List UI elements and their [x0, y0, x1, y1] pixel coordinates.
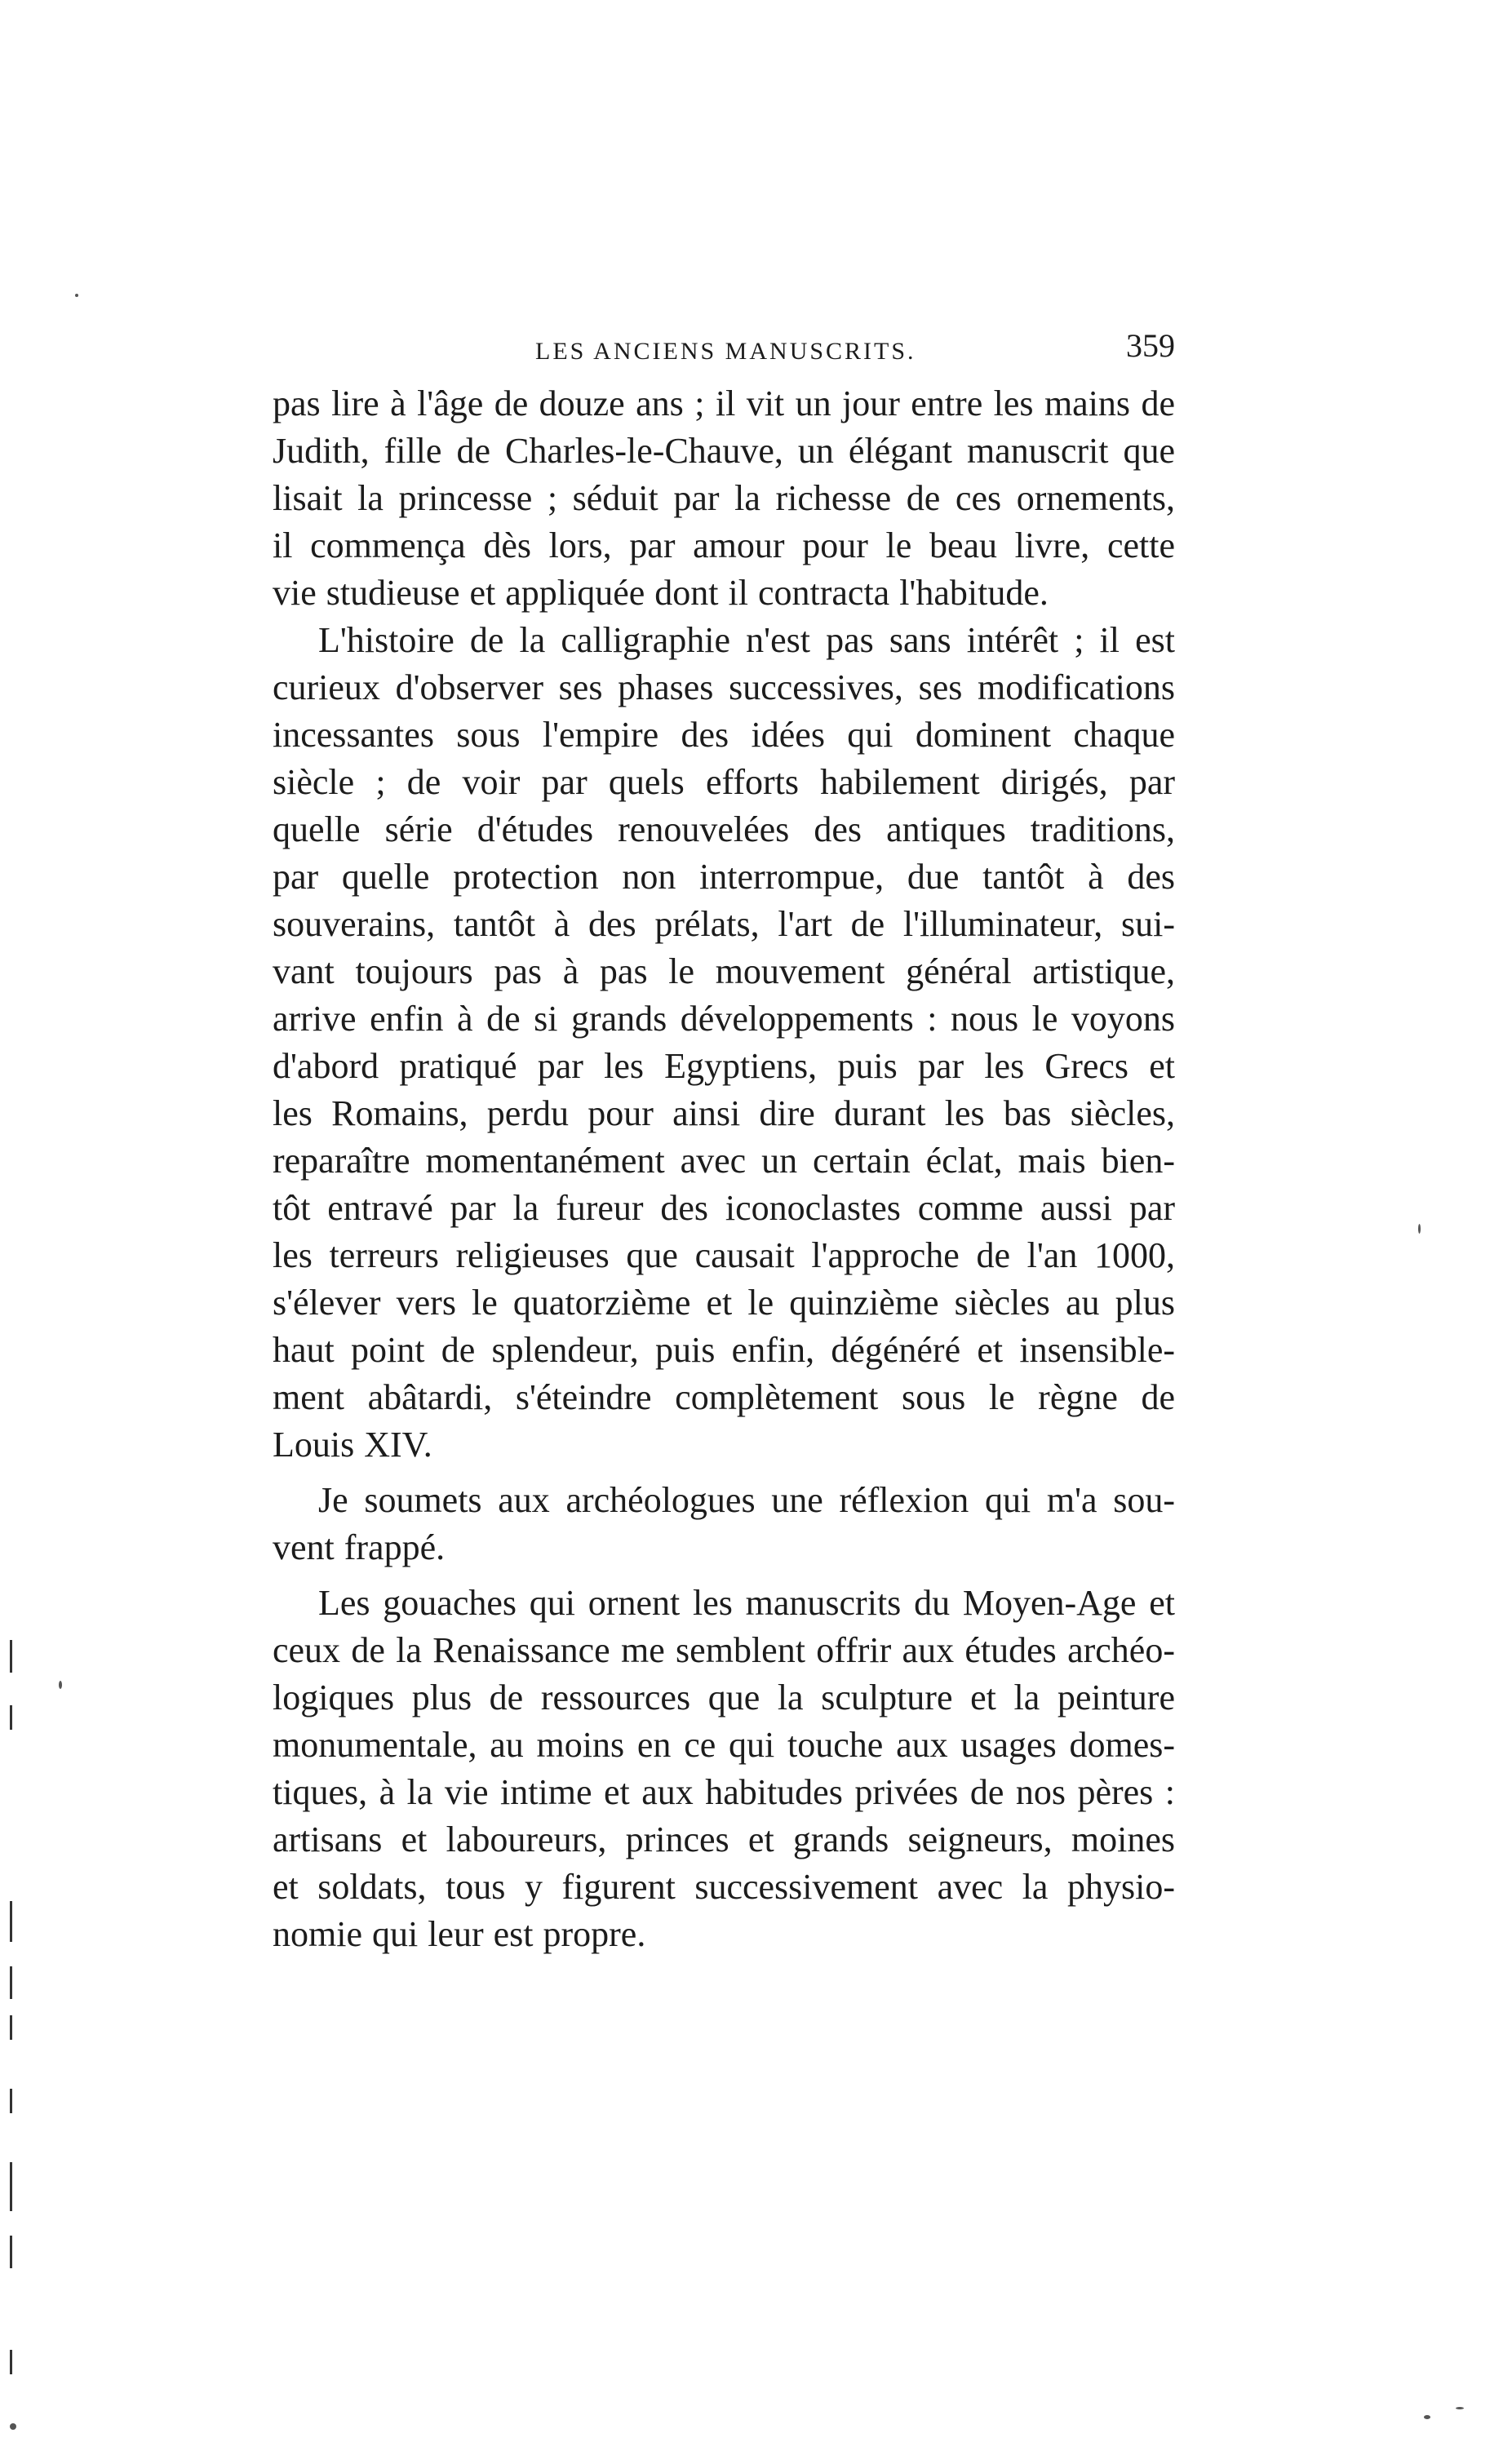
scan-margin-mark: [10, 1640, 12, 1673]
scan-margin-mark: [10, 2015, 12, 2040]
paragraph-gap: [273, 1571, 1175, 1580]
scan-margin-mark: [10, 2236, 12, 2268]
text-line: curieux d'observer ses phases successives, ses modifications: [273, 667, 1175, 707]
text-line: L'histoire de la calligraphie n'est pas sans intérêt ; il est: [318, 620, 1175, 660]
running-title: LES ANCIENS MANUSCRITS.: [535, 338, 916, 365]
text-line: s'élever vers le quatorzième et le quinzième siècles au plus: [273, 1283, 1175, 1323]
text-line: vant toujours pas à pas le mouvement général artistique,: [273, 951, 1175, 991]
scan-speck: [1424, 2415, 1430, 2419]
text-line: et soldats, tous y figurent successivement avec la physio-: [273, 1867, 1175, 1907]
running-head: [269, 326, 1175, 375]
text-line: les Romains, perdu pour ainsi dire durant les bas siècles,: [273, 1093, 1175, 1133]
scan-margin-mark: [10, 1705, 12, 1730]
scan-speck: [10, 2423, 16, 2430]
text-line: Judith, fille de Charles-le-Chauve, un élégant manuscrit que: [273, 431, 1175, 471]
text-line: tiques, à la vie intime et aux habitudes privées de nos pères :: [273, 1772, 1175, 1812]
text-line: il commença dès lors, par amour pour le beau livre, cette: [273, 525, 1175, 565]
scan-margin-mark: [10, 2089, 12, 2113]
paragraph-1: [273, 380, 1175, 617]
text-line: monumentale, au moins en ce qui touche aux usages domes-: [273, 1725, 1175, 1765]
text-line: quelle série d'études renouvelées des antiques traditions,: [273, 809, 1175, 849]
scan-speck: [1418, 1224, 1421, 1234]
text-line: nomie qui leur est propre.: [273, 1914, 646, 1954]
scan-speck: [59, 1681, 62, 1689]
paragraph-3: [273, 1477, 1175, 1571]
paragraph-4: [273, 1580, 1175, 1958]
scan-margin-mark: [10, 2350, 12, 2374]
text-line: d'abord pratiqué par les Egyptiens, puis par les Grecs et: [273, 1046, 1175, 1086]
text-line: incessantes sous l'empire des idées qui dominent chaque: [273, 715, 1175, 755]
scan-speck: [1456, 2407, 1464, 2409]
text-line: ceux de la Renaissance me semblent offrir aux études archéo-: [273, 1630, 1175, 1670]
text-line: vent frappé.: [273, 1527, 446, 1567]
scan-speck: [75, 294, 78, 297]
text-line: Je soumets aux archéologues une réflexion qui m'a sou-: [318, 1480, 1175, 1520]
paragraph-gap: [273, 1469, 1175, 1477]
text-line: haut point de splendeur, puis enfin, dégénéré et insensible-: [273, 1330, 1175, 1370]
text-line: pas lire à l'âge de douze ans ; il vit un jour entre les mains de: [273, 383, 1175, 423]
text-line: ment abâtardi, s'éteindre complètement sous le règne de: [273, 1377, 1175, 1417]
text-line: tôt entravé par la fureur des iconoclastes comme aussi par: [273, 1188, 1175, 1228]
text-line: artisans et laboureurs, princes et grands seigneurs, moines: [273, 1819, 1175, 1859]
text-line: par quelle protection non interrompue, due tantôt à des: [273, 857, 1175, 897]
page-number: 359: [1126, 327, 1175, 364]
text-line: souverains, tantôt à des prélats, l'art de l'illuminateur, sui-: [273, 904, 1175, 944]
text-line: vie studieuse et appliquée dont il contracta l'habitude.: [273, 573, 1049, 613]
text-line: Louis XIV.: [273, 1425, 432, 1465]
scan-margin-mark: [10, 1901, 12, 1942]
paragraph-2: [273, 617, 1175, 1469]
body-text: [273, 380, 1175, 1958]
text-line: arrive enfin à de si grands développements : nous le voyons: [273, 999, 1175, 1039]
scan-margin-mark: [10, 2162, 12, 2211]
text-line: les terreurs religieuses que causait l'approche de l'an 1000,: [273, 1235, 1175, 1275]
text-line: reparaître momentanément avec un certain éclat, mais bien-: [273, 1141, 1175, 1181]
text-line: logiques plus de ressources que la sculpture et la peinture: [273, 1678, 1175, 1717]
scan-margin-mark: [10, 1966, 12, 1999]
text-line: lisait la princesse ; séduit par la richesse de ces ornements,: [273, 478, 1175, 518]
text-line: siècle ; de voir par quels efforts habilement dirigés, par: [273, 762, 1175, 802]
text-line: Les gouaches qui ornent les manuscrits du Moyen-Age et: [318, 1583, 1175, 1623]
